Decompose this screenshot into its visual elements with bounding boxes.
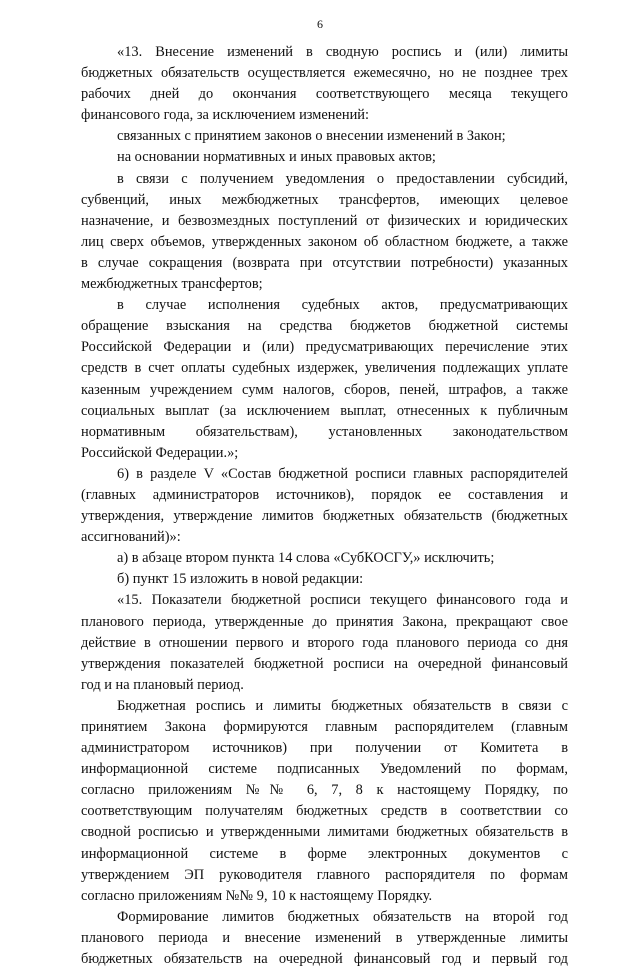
text-line: бюджетных обязательств на очередной финансовый год и первый год <box>81 951 568 968</box>
text-line: социальных выплат (за исключением выплат, отнесенных к публичным <box>81 402 568 419</box>
paragraph <box>81 169 568 296</box>
text-line: 6) в разделе V «Состав бюджетной росписи главных распорядителей <box>117 465 568 482</box>
paragraph <box>81 464 568 548</box>
text-line: «13. Внесение изменений в сводную роспись и (или) лимиты <box>117 44 568 60</box>
text-line: принятием Закона формируются главным распорядителем (главным <box>81 719 568 735</box>
page-number: 6 <box>317 17 323 31</box>
paragraph <box>81 590 568 695</box>
text-line: Формирование лимитов бюджетных обязательств на второй год <box>117 908 568 925</box>
text-line: «15. Показатели бюджетной росписи текущего финансового года и <box>117 592 568 609</box>
paragraph <box>81 569 568 590</box>
text-line: на основании нормативных и иных правовых актов; <box>117 149 436 166</box>
text-line: нормативным обязательствам), установленных законодательством <box>81 423 568 440</box>
paragraph <box>81 548 568 569</box>
text-line: ассигнований)»: <box>81 529 181 546</box>
paragraph <box>81 126 568 147</box>
text-line: а) в абзаце втором пункта 14 слова «СубКОСГУ,» исключить; <box>117 550 495 567</box>
text-line: казенным учреждением сумм налогов, сборов, пеней, штрафов, а также <box>81 381 568 398</box>
text-line: планового периода, утвержденные до принятия Закона, прекращают свое <box>81 613 568 630</box>
text-line: назначение, и безвозмездных поступлений от физических и юридических <box>81 212 568 229</box>
text-line: согласно приложениям №№ 6, 7, 8 к настоящему Порядку, по <box>81 782 568 799</box>
text-line: обращение взыскания на средства бюджетов бюджетной системы <box>81 318 568 335</box>
text-line: сводной росписью и утвержденными лимитами бюджетных обязательств в <box>81 824 568 841</box>
text-line: связанных с принятием законов о внесении изменений в Закон; <box>117 128 506 145</box>
text-line: межбюджетных трансфертов; <box>81 276 263 293</box>
text-line: Бюджетная роспись и лимиты бюджетных обязательств в связи с <box>117 697 568 714</box>
text-line: финансового года, за исключением изменений: <box>81 107 369 124</box>
paragraph <box>81 696 568 907</box>
text-line: год и на плановый период. <box>81 676 244 693</box>
text-line: утверждением ЭП руководителя главного распорядителя по формам <box>81 866 568 883</box>
text-line: информационной системе в форме электронных документов с <box>81 845 568 862</box>
text-line: средств в счет оплаты судебных издержек, увеличения подлежащих уплате <box>81 360 568 377</box>
paragraph <box>81 147 568 168</box>
text-line: б) пункт 15 изложить в новой редакции: <box>117 571 364 588</box>
text-line: действие в отношении первого и второго года планового периода со дня <box>81 634 568 651</box>
text-line: (главных администраторов источников), порядок ее составления и <box>81 486 568 503</box>
text-line: бюджетных обязательств осуществляется ежемесячно, но не позднее трех <box>81 65 568 82</box>
text-line: рабочих дней до окончания соответствующего месяца текущего <box>81 86 568 103</box>
text-line: в связи с получением уведомления о предоставлении субсидий, <box>117 170 568 187</box>
text-line: субвенций, иных межбюджетных трансфертов, имеющих целевое <box>81 191 568 208</box>
text-line: утверждения показателей бюджетной росписи на очередной финансовый <box>81 655 568 672</box>
text-line: информационной системе подписанных Уведомлений по формам, <box>81 761 568 778</box>
text-line: в случае исполнения судебных актов, предусматривающих <box>117 297 568 314</box>
text-line: утверждения, утверждение лимитов бюджетных обязательств (бюджетных <box>81 508 568 525</box>
document-body <box>81 42 568 970</box>
paragraph <box>81 42 568 126</box>
paragraph <box>81 907 568 970</box>
text-line: администратором источников) при получении от Комитета в <box>81 740 568 757</box>
text-line: соответствующим получателям бюджетных средств в соответствии со <box>81 803 568 820</box>
text-line: Российской Федерации.»; <box>81 444 239 461</box>
text-line: лиц сверх объемов, утвержденных законом об областном бюджете, а также <box>81 233 568 250</box>
text-line: планового периода и внесение изменений в утвержденные лимиты <box>81 929 568 946</box>
text-line: согласно приложениям №№ 9, 10 к настоящему Порядку. <box>81 887 433 904</box>
text-line: Российской Федерации и (или) предусматривающих перечисление этих <box>81 339 568 356</box>
text-line: в случае сокращения (возврата при отсутствии потребности) указанных <box>81 254 568 271</box>
paragraph <box>81 295 568 464</box>
